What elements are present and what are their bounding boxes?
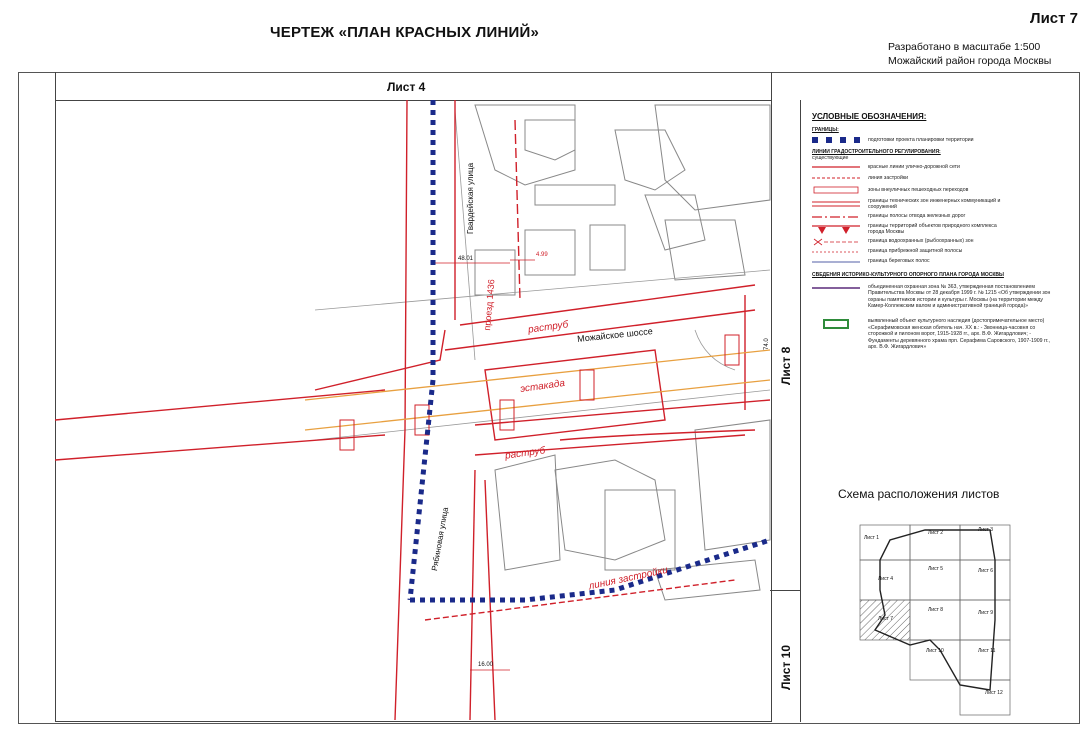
- hatch-box: [725, 335, 739, 365]
- heritage-zone-swatch: [812, 284, 860, 292]
- legend-row: [812, 247, 1072, 257]
- scheme-label: Лист 6: [978, 568, 994, 574]
- legend-row: [812, 212, 1072, 222]
- legend-item-text: граница береговых полос: [868, 258, 930, 265]
- legend-swatch: [812, 199, 860, 209]
- building-outline: [655, 560, 760, 600]
- legend-item-text: границы технических зон инженерных коммуникаций и сооружений: [868, 197, 1001, 211]
- hatch-box: [580, 370, 594, 400]
- legend-item-text: граница водоохранных (рыбоохранных) зон: [868, 238, 974, 245]
- neighbor-sheet-bottom: Лист 10: [779, 644, 793, 690]
- neighbor-sheet-top: Лист 4: [387, 80, 426, 94]
- building-outline: [665, 220, 745, 280]
- red-line: [55, 435, 385, 460]
- legend-boundaries-header: ГРАНИЦЫ:: [812, 127, 839, 133]
- dimension-48: 48.01: [458, 256, 474, 262]
- estakada-box: [485, 350, 665, 440]
- legend-item-text: границы территорий объектов природного комплекса города Москвы: [868, 222, 997, 236]
- legend: [812, 112, 1072, 351]
- hatch-box: [500, 400, 514, 430]
- legend-heritage-zone: объединенная охранная зона № 363, утвержденная постановлением Правительства Москвы от 28 декабря 1999 г. № 1215 «Об утверждении зон охраны памятников истории и культуры г. Москвы (на территории между Камер-Коллежским валом и административной границей города)»: [868, 283, 1051, 310]
- scheme-label: Лист 12: [985, 690, 1003, 696]
- scheme-label: Лист 2: [928, 530, 944, 536]
- dimension-499: 4.99: [536, 252, 548, 258]
- building-outline: [655, 105, 770, 210]
- building-outline: [525, 120, 575, 160]
- right-strip: [770, 100, 801, 590]
- label-ryabinovaya: Рябиновая улица: [430, 506, 451, 572]
- district-line: Можайский район города Москвы: [888, 55, 1052, 67]
- red-line: [55, 390, 385, 420]
- legend-swatch: [812, 174, 860, 182]
- scheme-label: Лист 3: [978, 527, 994, 533]
- label-gvardeiskaya: Гвардейская улица: [466, 162, 475, 234]
- scheme-title: Схема расположения листов: [838, 487, 1000, 501]
- legend-row: [812, 318, 1072, 351]
- building-outline: [605, 490, 675, 570]
- sheet-scheme: [850, 520, 1030, 720]
- scheme-label: Лист 7: [878, 616, 894, 622]
- neighbor-sheet-right: Лист 8: [779, 346, 793, 385]
- scheme-label: Лист 9: [978, 610, 994, 616]
- red-line: [475, 400, 770, 425]
- legend-row: [812, 184, 1072, 197]
- scale-info: [888, 40, 1051, 68]
- label-mozhaiskoe: Можайское шоссе: [576, 326, 654, 344]
- legend-swatch: [812, 258, 860, 266]
- building-outline: [535, 185, 615, 205]
- legend-row: [812, 257, 1072, 267]
- building-outline: [695, 420, 770, 550]
- legend-swatch: [812, 185, 860, 195]
- red-line: [460, 285, 755, 325]
- legend-item-text: линия застройки: [868, 174, 909, 181]
- scheme-label: Лист 4: [878, 576, 894, 582]
- legend-heritage-header: СВЕДЕНИЯ ИСТОРИКО-КУЛЬТУРНОГО ОПОРНОГО ПЛАНА ГОРОДА МОСКВЫ: [812, 271, 1004, 278]
- legend-item-text: границы полосы отвода железных дорог: [868, 213, 966, 220]
- legend-swatch: [812, 213, 860, 221]
- legend-swatch: [812, 163, 860, 171]
- red-line: [395, 100, 407, 720]
- legend-row: [812, 136, 1072, 144]
- legend-items: [812, 162, 1072, 267]
- label-liniya-zastroiki: линия застройки: [587, 564, 669, 593]
- building-outline: [525, 230, 575, 275]
- legend-row: [812, 237, 1072, 247]
- legend-boundary-text: подготовки проекта планировки территории: [868, 136, 974, 143]
- dimension-16: 16.00: [478, 662, 494, 668]
- sheet-number: Лист 7: [1030, 10, 1078, 27]
- red-line: [315, 330, 445, 390]
- legend-title: УСЛОВНЫЕ ОБОЗНАЧЕНИЯ:: [812, 112, 927, 121]
- legend-swatch: [812, 248, 860, 256]
- scale-line: Разработано в масштабе 1:500: [888, 41, 1041, 53]
- legend-row: [812, 162, 1072, 173]
- label-estakada: эстакада: [519, 377, 566, 396]
- red-dash-line: [515, 120, 520, 300]
- building-outline: [590, 225, 625, 270]
- building-outline: [645, 195, 705, 250]
- label-passage-1436: проезд 1436: [482, 278, 497, 331]
- legend-lines-header: ЛИНИИ ГРАДОСТРОИТЕЛЬНОГО РЕГУЛИРОВАНИЯ:: [812, 149, 941, 155]
- legend-row: [812, 197, 1072, 212]
- scheme-label: Лист 11: [978, 648, 996, 654]
- red-line: [560, 430, 755, 440]
- legend-row: [812, 222, 1072, 237]
- red-line: [470, 470, 475, 720]
- legend-item-text: красные линии улично-дорожной сети: [868, 163, 960, 170]
- building-outline: [495, 455, 560, 570]
- heritage-object-swatch: [812, 318, 860, 330]
- legend-heritage-object: выявленный объект культурного наследия (достопримечательное место) «Серафимовская женская обитель нач. XX в.: - Звонница-часовня со сторожкой и пилоном ворот, 1915-1928 гг., арх. В.Ф. Жигардлович; - Фундаменты деревянного храма прп. Серафима Саровского, 1907-1909 гг., арх. В.Ф. Жигардлович»: [868, 317, 1050, 351]
- legend-existing-label: существующие: [812, 155, 849, 161]
- legend-row: [812, 173, 1072, 184]
- boundary-line: [410, 100, 433, 600]
- legend-item-text: граница прибрежной защитной полосы: [868, 248, 963, 255]
- scheme-label: Лист 10: [926, 648, 944, 654]
- scheme-label: Лист 1: [864, 535, 880, 541]
- legend-swatch: [812, 223, 860, 235]
- legend-item-text: зоны внеуличных пешеходных переходов: [868, 186, 969, 193]
- map-drawing: [55, 100, 771, 721]
- label-rastrub-bottom: раструб: [504, 445, 546, 462]
- scheme-label: Лист 5: [928, 566, 944, 572]
- label-rastrub-top: раструб: [527, 319, 569, 336]
- legend-swatch: [812, 238, 860, 246]
- building-outline: [555, 460, 665, 560]
- drawing-title: ЧЕРТЕЖ «ПЛАН КРАСНЫХ ЛИНИЙ»: [270, 24, 539, 41]
- legend-row: [812, 284, 1072, 310]
- dimension-74: 74.0: [764, 338, 770, 350]
- building-outline: [615, 130, 685, 190]
- scheme-label: Лист 8: [928, 607, 944, 613]
- boundary-swatch: [812, 136, 860, 144]
